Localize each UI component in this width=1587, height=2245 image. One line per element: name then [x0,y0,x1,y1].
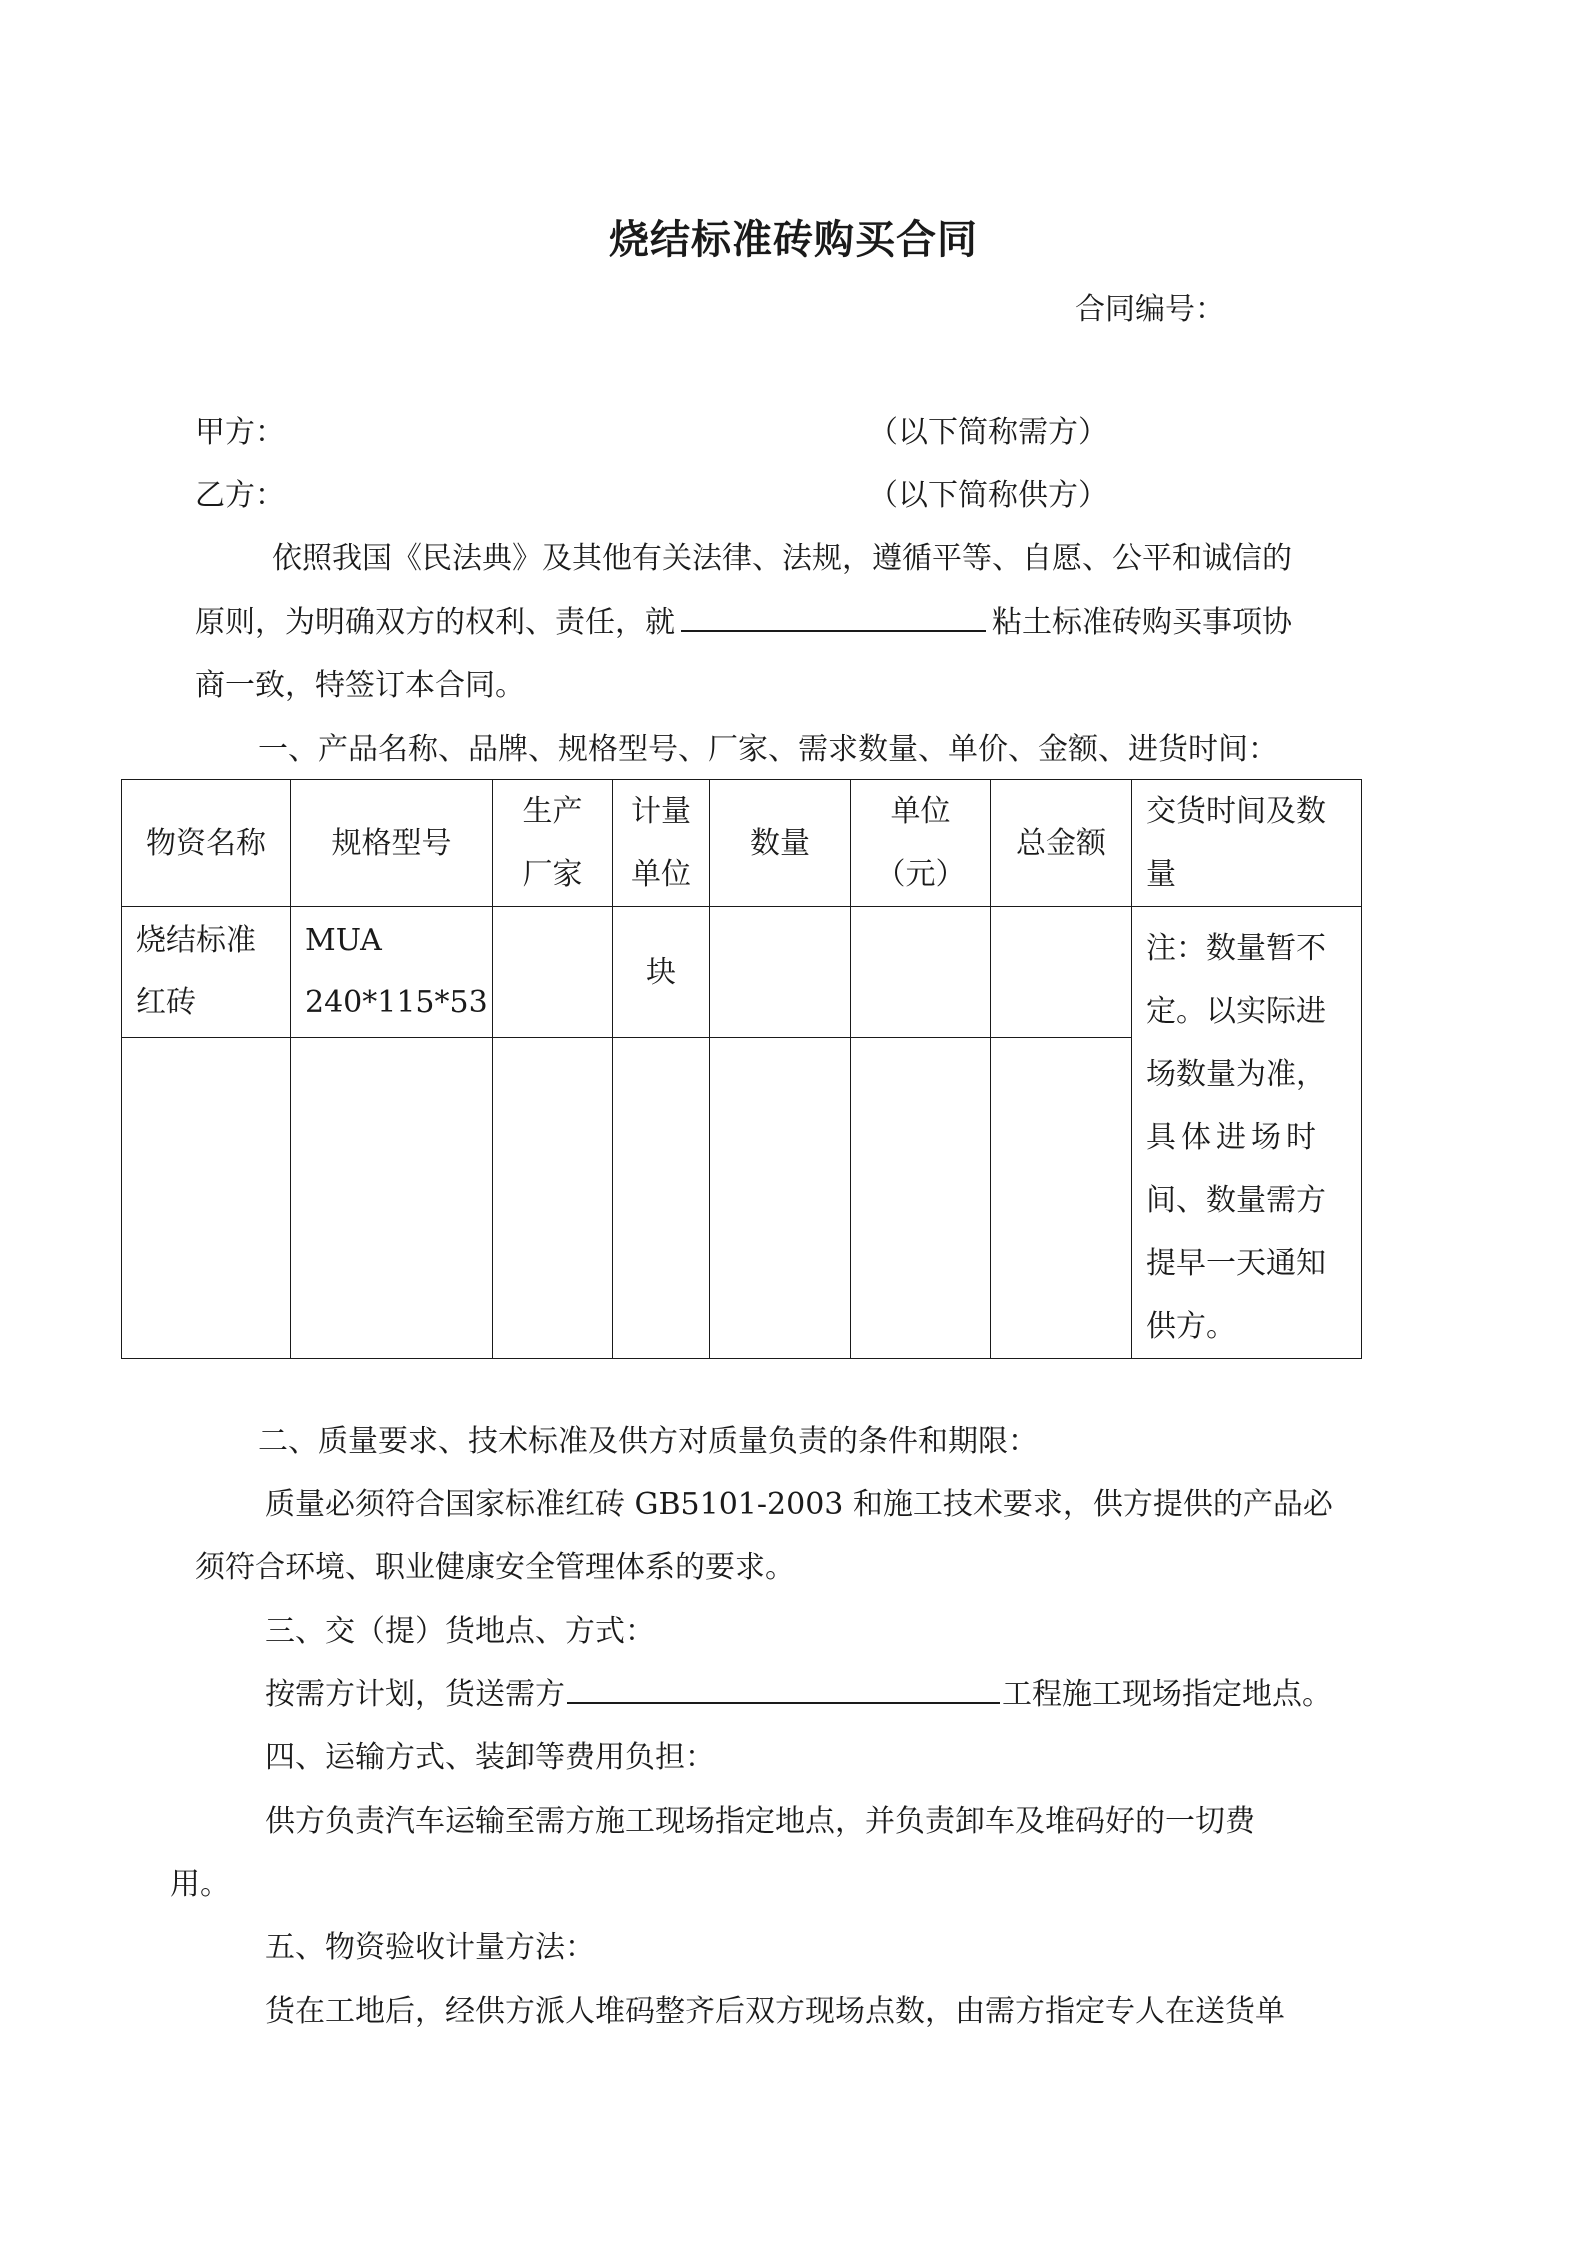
section-5-line-1: 货在工地后，经供方派人堆码整齐后双方现场点数，由需方指定专人在送货单 [265,1994,1285,2029]
header-delivery: 交货时间及数 量 [1132,780,1362,907]
section-4-line-1: 供方负责汽车运输至需方施工现场指定地点，并负责卸车及堆码好的一切费 [265,1804,1255,1839]
intro-line-1: 依照我国《民法典》及其他有关法律、法规，遵循平等、自愿、公平和诚信的 [272,541,1292,576]
section-2-line-2: 须符合环境、职业健康安全管理体系的要求。 [195,1550,795,1585]
product-table [121,779,1362,1359]
section-3-after: 工程施工现场指定地点。 [1002,1677,1332,1712]
party-b-label: 乙方： [195,478,285,513]
product-blank [681,604,986,632]
intro-line-3: 商一致，特签订本合同。 [195,668,525,703]
cell-material-name: 烧结标准 红砖 [122,907,291,1038]
section-5-heading: 五、物资验收计量方法： [265,1930,595,1965]
header-unit-price: 单位 （元） [851,780,991,907]
section-3-before: 按需方计划，货送需方 [265,1677,565,1712]
cell-manufacturer [493,907,613,1038]
empty-cell [493,1038,613,1359]
delivery-note: 注：数量暂不 定。以实际进 场数量为准， 具体进场时 间、数量需方 提早一天通知 供方。 [1132,907,1362,1359]
header-spec: 规格型号 [291,780,493,907]
section-4-line-2: 用。 [170,1867,230,1902]
table-row [122,907,1362,1038]
contract-number-label: 合同编号： [1075,292,1225,327]
empty-cell [710,1038,851,1359]
header-unit: 计量 单位 [613,780,710,907]
header-quantity: 数量 [710,780,851,907]
header-material-name: 物资名称 [122,780,291,907]
party-a-alias: （以下简称需方） [868,415,1108,450]
header-total-amount: 总金额 [991,780,1132,907]
section-3-heading: 三、交（提）货地点、方式： [265,1614,655,1649]
cell-spec: MUA 240*115*53 [291,907,493,1038]
project-blank [567,1676,1000,1704]
empty-cell [291,1038,493,1359]
section-4-heading: 四、运输方式、装卸等费用负担： [265,1740,715,1775]
intro-line-2 [195,603,1292,643]
header-manufacturer: 生产 厂家 [493,780,613,907]
section-1-heading: 一、产品名称、品牌、规格型号、厂家、需求数量、单价、金额、进货时间： [258,732,1278,767]
table-header-row [122,780,1362,907]
cell-total-amount [991,907,1132,1038]
empty-cell [851,1038,991,1359]
party-a-label: 甲方： [195,415,285,450]
cell-quantity [710,907,851,1038]
document-title: 烧结标准砖购买合同 [609,216,978,263]
intro-line-2-after: 粘土标准砖购买事项协 [992,605,1292,640]
section-2-line-1: 质量必须符合国家标准红砖 GB5101-2003 和施工技术要求，供方提供的产品必 [265,1487,1333,1522]
section-2-heading: 二、质量要求、技术标准及供方对质量负责的条件和期限： [258,1424,1038,1459]
section-3-line [265,1675,1332,1715]
intro-line-2-before: 原则，为明确双方的权利、责任，就 [195,605,675,640]
empty-cell [991,1038,1132,1359]
empty-cell [122,1038,291,1359]
cell-unit: 块 [613,907,710,1038]
party-b-alias: （以下简称供方） [868,478,1108,513]
cell-unit-price [851,907,991,1038]
empty-cell [613,1038,710,1359]
